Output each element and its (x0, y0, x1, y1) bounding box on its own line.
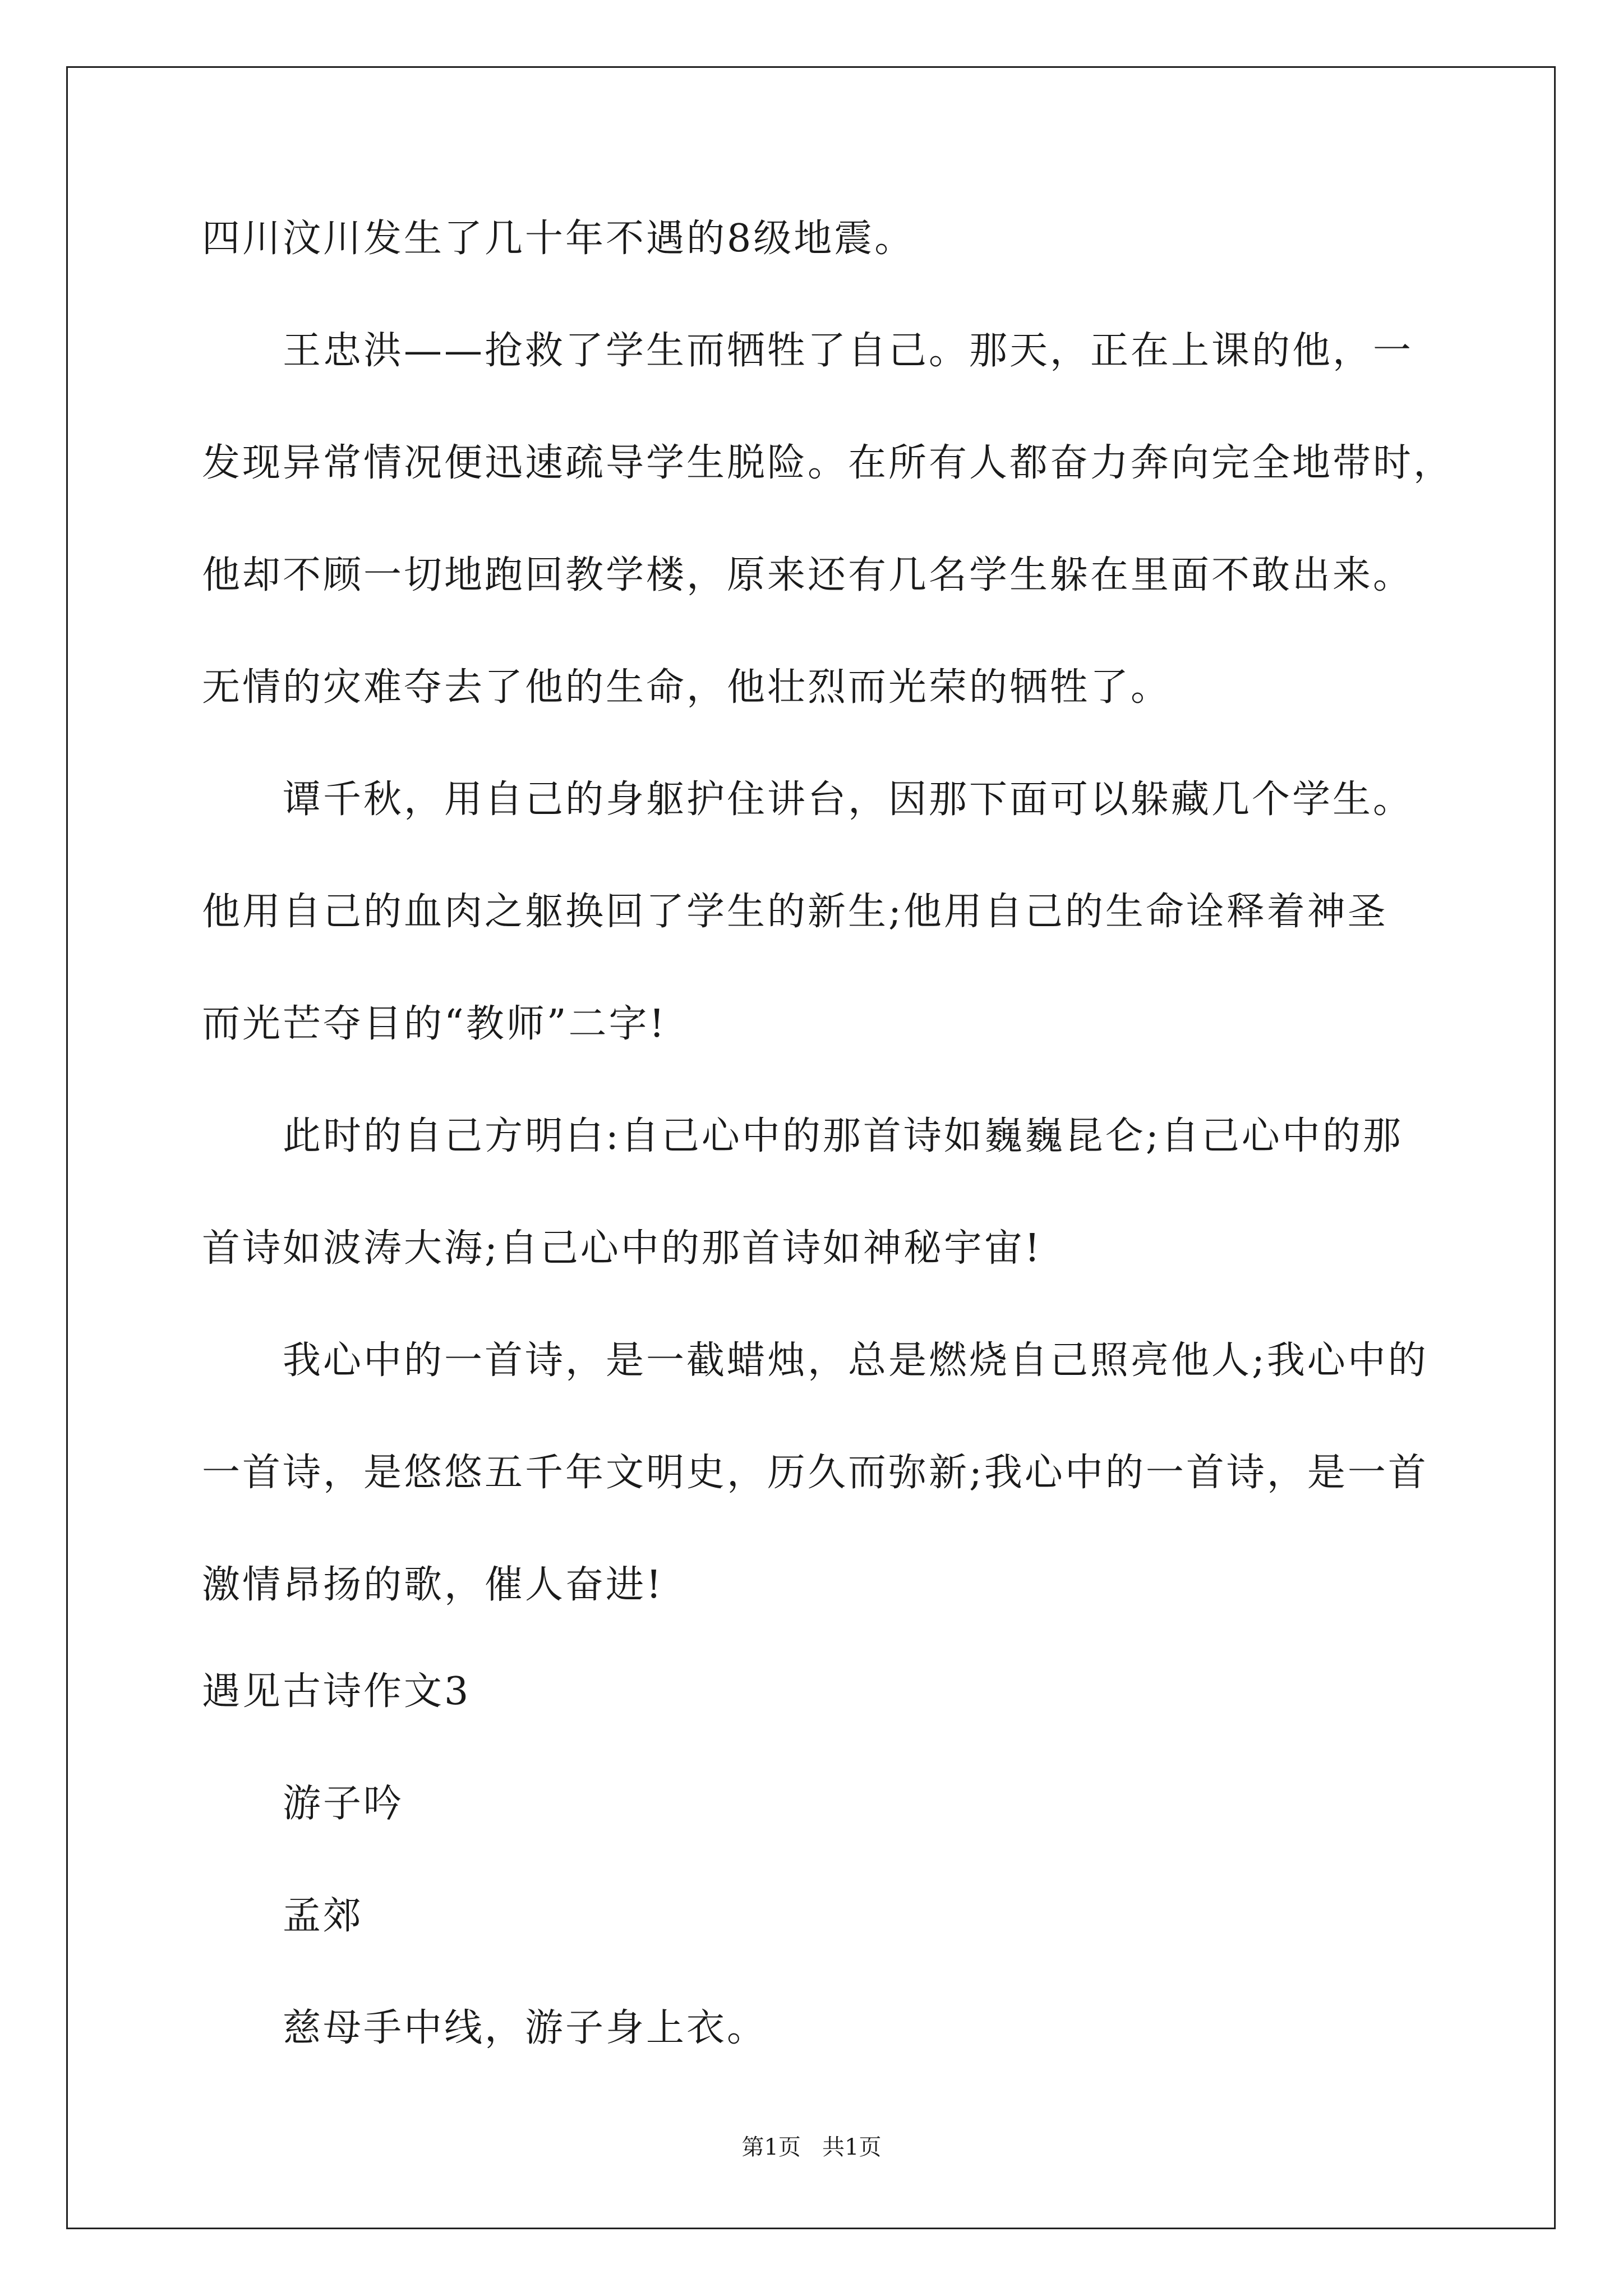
page-number: 第1页 共1页 (741, 2134, 882, 2160)
text-line: 发现异常情况便迅速疏导学生脱险。在所有人都奋力奔向完全地带时， (202, 441, 1454, 485)
text-line: 四川汶川发生了几十年不遇的8级地震。 (202, 217, 915, 261)
text-line: 激情昂扬的歌，催人奋进! (202, 1563, 664, 1607)
text-line: 而光芒夺目的“教师”二字! (202, 1002, 667, 1046)
poem-author: 孟郊 (283, 1894, 364, 1938)
text-line: 一首诗，是悠悠五千年文明史，历久而弥新;我心中的一首诗，是一首 (202, 1451, 1428, 1495)
text-line: 他用自己的血肉之躯换回了学生的新生;他用自己的生命诠释着神圣 (202, 890, 1388, 934)
text-line: 他却不顾一切地跑回教学楼，原来还有几名学生躲在里面不敢出来。 (202, 553, 1414, 597)
text-line: 我心中的一首诗，是一截蜡烛，总是燃烧自己照亮他人;我心中的 (283, 1338, 1428, 1383)
text-line: 王忠洪——抢救了学生而牺牲了自己。那天，正在上课的他，一 (283, 329, 1414, 373)
poem-title: 游子吟 (283, 1782, 404, 1826)
text-line: 无情的灾难夺去了他的生命，他壮烈而光荣的牺牲了。 (202, 665, 1172, 710)
text-line: 首诗如波涛大海;自己心中的那首诗如神秘宇宙! (202, 1226, 1043, 1271)
text-line: 此时的自己方明白:自己心中的那首诗如巍巍昆仑;自己心中的那 (283, 1114, 1403, 1158)
text-line: 谭千秋，用自己的身躯护住讲台，因那下面可以躲藏几个学生。 (283, 777, 1414, 822)
poem-line: 慈母手中线，游子身上衣。 (283, 2006, 768, 2050)
section-heading: 遇见古诗作文3 (202, 1669, 471, 1714)
